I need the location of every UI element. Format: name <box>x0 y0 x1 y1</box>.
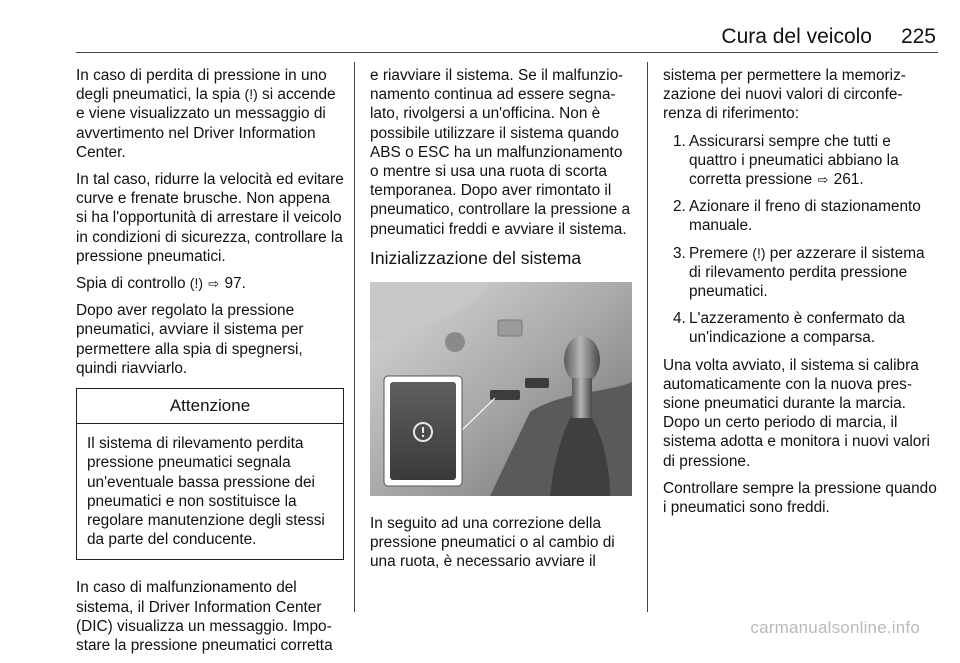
section-heading-initialization: Inizializzazione del sistema <box>370 247 582 268</box>
page-reference-link[interactable]: 261. <box>833 171 864 189</box>
reference-arrow-icon: ⇨ <box>208 276 220 292</box>
tpms-warning-icon: (!) <box>189 275 204 292</box>
reference-arrow-icon: ⇨ <box>817 172 829 188</box>
list-item: 2. Azionare il freno di stazionamento manuale. <box>673 198 921 235</box>
paragraph-reduce-speed: In tal caso, ridurre la velocità ed evitare curve e frenate brusche. Non appena si ha l'opportunità di arrestare il veicolo in condizioni di sicurezza, controllare la pressione pneumatici. <box>76 171 344 265</box>
column-1 <box>76 66 344 663</box>
column-divider-2 <box>647 62 648 612</box>
header-rule <box>76 52 938 53</box>
caution-body: Il sistema di rilevamento perdita pressione pneumatici segnala un'eventuale bassa pressione dei pneumatici e non sostituisce la regolare manutenzione degli stessi da parte del conducente. <box>87 435 325 549</box>
paragraph-malfunction: In caso di malfunzionamento del sistema, il Driver Information Center (DIC) visualizza un messaggio. Impo-stare la pressione pneumatici corretta <box>76 579 333 655</box>
paragraph-memorize: sistema per permettere la memoriz-zazione dei nuovi valori di circonfe-renza di riferimento: <box>663 67 906 123</box>
paragraph-calibration: Una volta avviato, il sistema si calibra automaticamente con la nuova pres-sione pneumatici durante la marcia. Dopo un certo periodo di marcia, il sistema adotta e monitora i nuovi valori di pressione. <box>663 356 930 470</box>
tpms-warning-icon: (!) <box>752 244 766 261</box>
caution-title: Attenzione <box>77 389 343 424</box>
tpms-button-photo <box>370 282 632 496</box>
section-title: Cura del veicolo <box>721 25 872 48</box>
column-2 <box>370 66 632 580</box>
steps-list <box>663 132 939 348</box>
watermark: carmanualsonline.info <box>750 618 920 637</box>
list-item: 3. Premere (!) per azzerare il sistema di rilevamento perdita pressione pneumatici. <box>673 244 925 301</box>
paragraph-restart-system: e riavviare il sistema. Se il malfunzio-namento continua ad essere segna-lato, rivolgersi a un'officina. Non è possibile utilizzare il sistema quando ABS o ESC ha un malfunzionamento o mentre si usa una ruota di scorta temporanea. Dopo aver rimontato il pneumatico, controllare la pressione a pneumatici freddi e avviare il sistema. <box>370 67 631 238</box>
paragraph-after-correction: In seguito ad una correzione della pressione pneumatici o al cambio di una ruota, è necessario avviare il <box>370 515 615 571</box>
paragraph-pressure-loss: In caso di perdita di pressione in uno degli pneumatici, la spia (!) si accende e viene visualizzato un messaggio di avvertimento nel Driver Information Center. <box>76 67 336 161</box>
page-reference-link[interactable]: 97. <box>224 275 246 293</box>
paragraph-warning-light-ref: Spia di controllo (!) ⇨ 97. <box>76 275 246 293</box>
paragraph-check-cold: Controllare sempre la pressione quando i pneumatici sono freddi. <box>663 479 937 517</box>
page-number: 225 <box>900 25 936 48</box>
paragraph-after-adjust: Dopo aver regolato la pressione pneumatici, avviare il sistema per permettere alla spia di spegnersi, quindi riavviarlo. <box>76 302 304 377</box>
column-3 <box>663 66 939 525</box>
caution-box <box>76 388 344 560</box>
tpms-warning-icon: (!) <box>244 86 258 103</box>
column-divider-1 <box>354 62 355 612</box>
list-item: 1. Assicurarsi sempre che tutti e quattro i pneumatici abbiano la corretta pressione ⇨ 261. <box>673 132 899 189</box>
list-item: 4. L'azzeramento è confermato da un'indicazione a comparsa. <box>673 310 905 347</box>
